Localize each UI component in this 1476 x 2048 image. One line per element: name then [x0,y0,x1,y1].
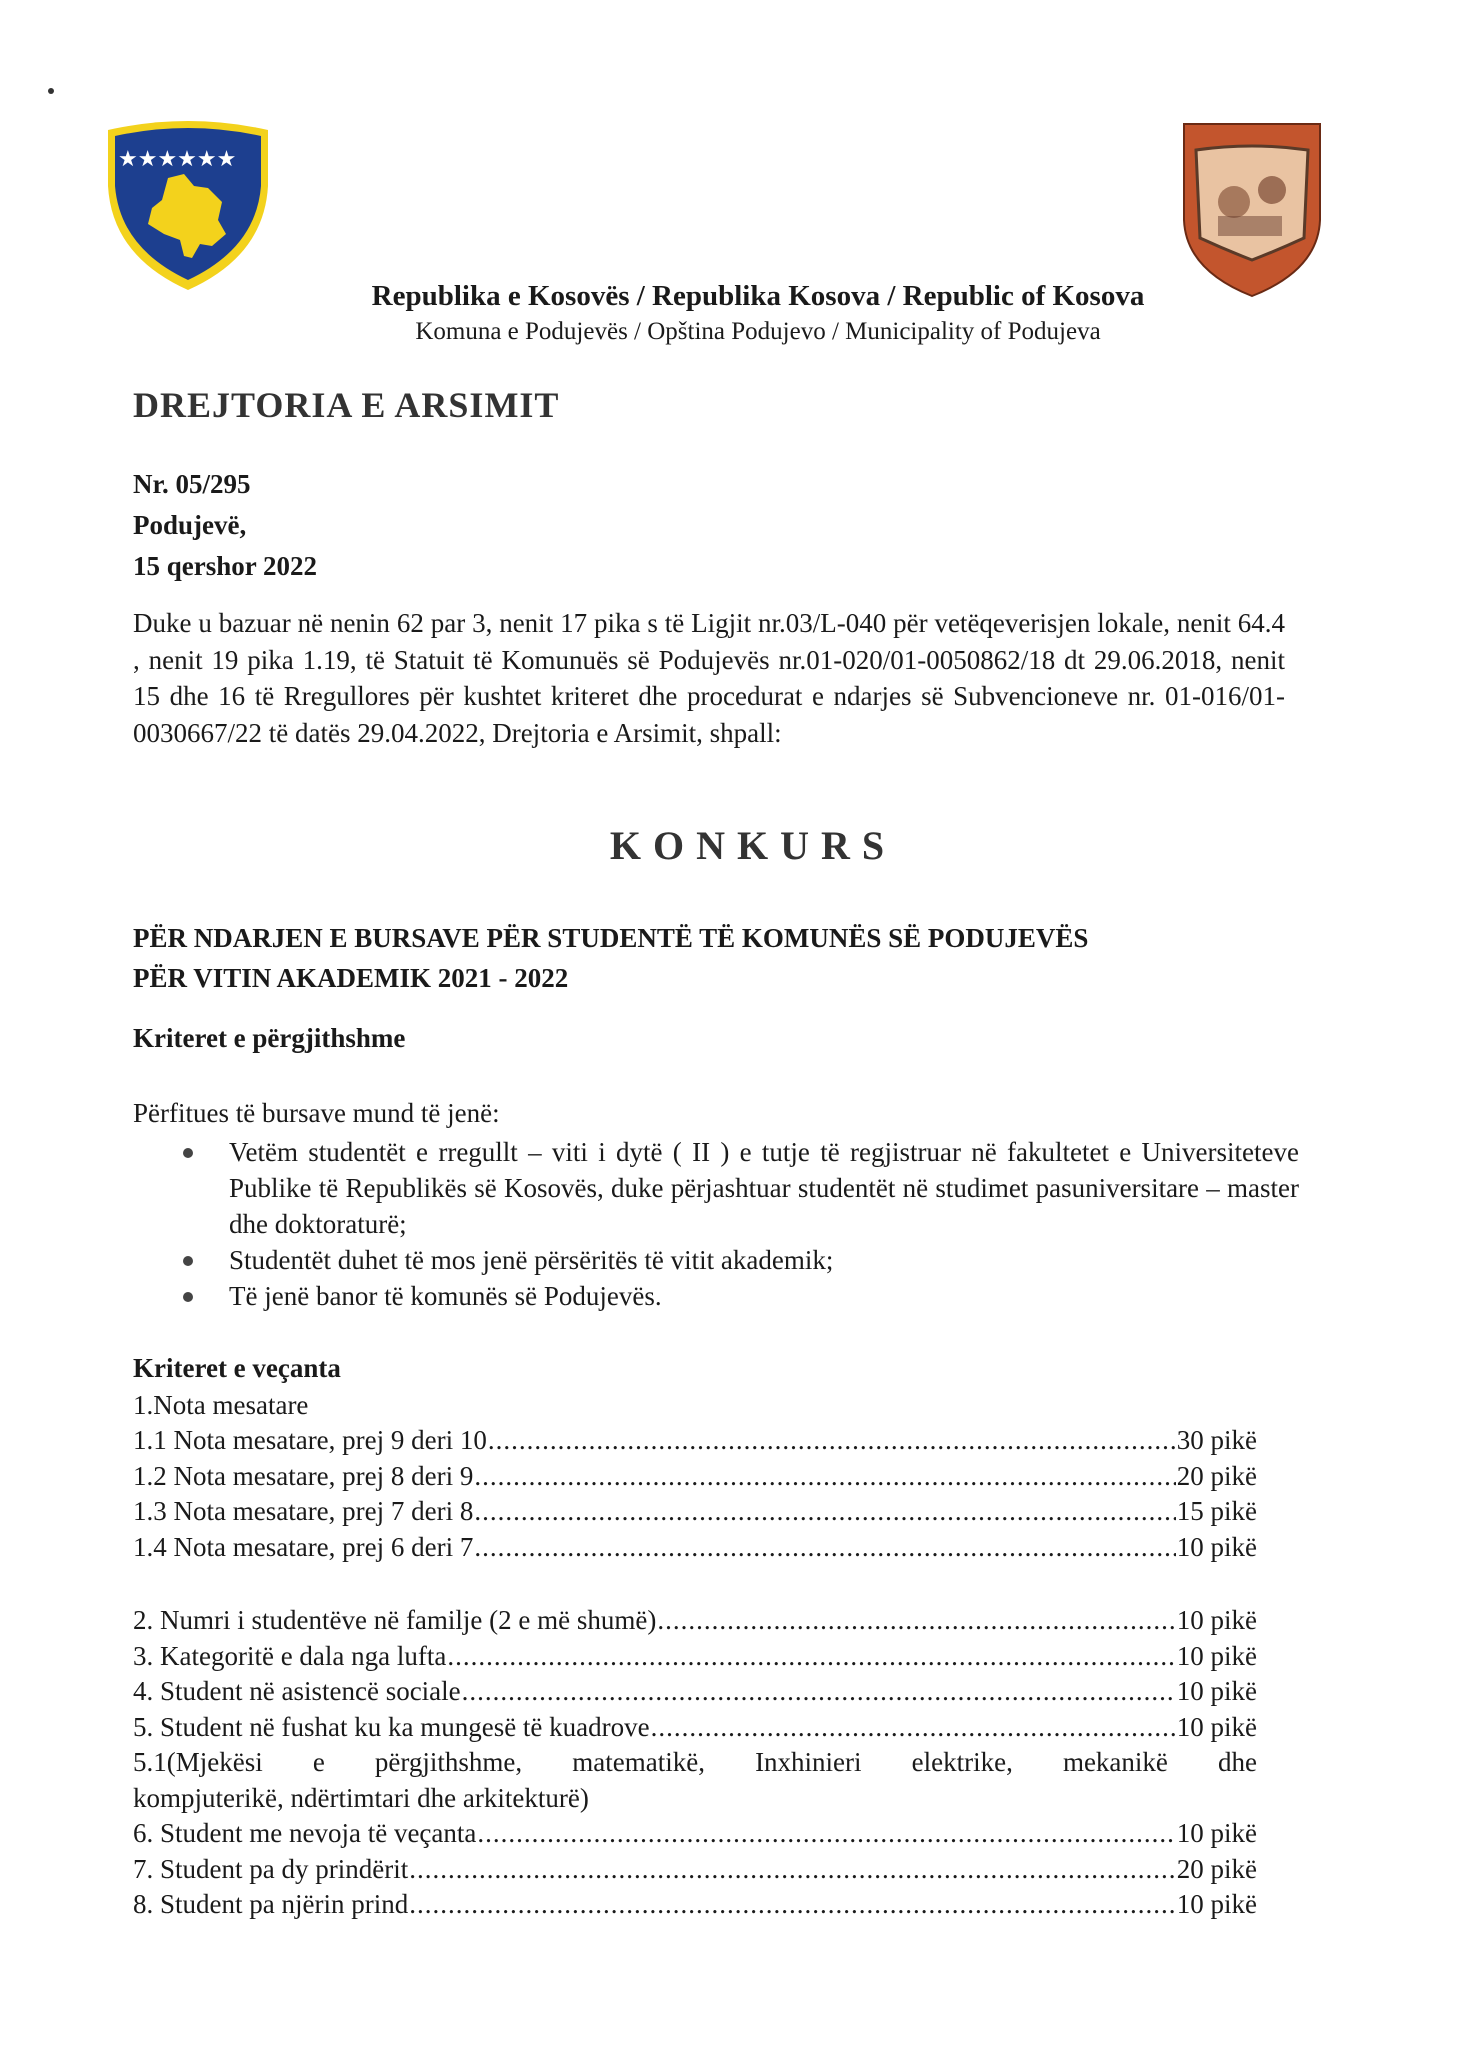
leader-dots [651,1712,1176,1743]
list-item: Të jenë banor të komunës së Podujevës. [133,1278,1299,1314]
scan-speck [48,88,54,94]
leader-dots [474,1461,1175,1492]
general-criteria-list [133,1134,1299,1314]
header-republic-line: Republika e Kosovës / Republika Kosova / Republic of Kosova [371,280,1145,312]
reference-number: Nr. 05/295 [133,469,251,499]
special-criteria-heading: Kriteret e veçanta [133,1353,341,1383]
criteria-row: 7. Student pa dy prindërit ..... 20 pikë [133,1854,1257,1890]
criteria-row: 1.4 Nota mesatare, prej 6 deri 7 ..... 10 pikë [133,1532,1257,1568]
subtitle-line-1: PËR NDARJEN E BURSAVE PËR STUDENTË TË KOMUNËS SË PODUJEVËS [133,923,1089,953]
leader-dots [409,1854,1176,1885]
podujeva-municipal-emblem-icon [1178,120,1326,298]
list-item: Vetëm studentët e rregullt – viti i dytë ( II ) e tutje të regjistruar në fakultetet e Universiteteve Publike të Republikës së Kosovës, duke përjashtuar studentët në studimet pasuniversitare – master dhe doktoraturë; [133,1134,1299,1242]
note-5-1-line-2: kompjuterikë, ndërtimtari dhe arkitekturë) [133,1782,589,1813]
note-5-1-line-1: 5.1(Mjekësi e përgjithshme, matematikë, Inxhinieri elektrike, mekanikë dhe [133,1747,1257,1777]
general-criteria-lead: Përfitues të bursave mund të jenë: [133,1098,500,1128]
leader-dots [474,1532,1175,1563]
header-municipality-line: Komuna e Podujevës / Opština Podujevo / Municipality of Podujeva [415,318,1101,345]
criteria-row: 3. Kategoritë e dala nga lufta ..... 10 pikë [133,1641,1257,1677]
bullet-icon [183,1256,193,1266]
criteria-row: 2. Numri i studentëve në familje (2 e më shumë) ..... 10 pikë [133,1605,1257,1641]
criteria-row: 4. Student në asistencë sociale ..... 10 pikë [133,1676,1257,1712]
criteria-row: 5. Student në fushat ku ka mungesë të kuadrove ..... 10 pikë [133,1712,1257,1748]
reference-place: Podujevë, [133,510,247,540]
leader-dots [477,1818,1175,1849]
other-criteria-list [133,1605,1257,1925]
department-title: DREJTORIA E ARSIMIT [133,385,560,425]
leader-dots [474,1496,1175,1527]
criteria-row: 1.1 Nota mesatare, prej 9 deri 10 ..... 30 pikë [133,1425,1257,1461]
reference-date: 15 qershor 2022 [133,551,318,581]
leader-dots [409,1889,1176,1920]
leader-dots [462,1676,1176,1707]
list-item: Studentët duhet të mos jenë përsëritës të vitit akademik; [133,1242,1299,1278]
subtitle-line-2: PËR VITIN AKADEMIK 2021 - 2022 [133,963,569,993]
grade-heading: 1.Nota mesatare [133,1390,309,1420]
grade-criteria-list [133,1425,1257,1567]
kosovo-coat-of-arms-icon [104,116,272,292]
bullet-icon [183,1148,193,1158]
svg-text:★★★★★★: ★★★★★★ [118,147,237,172]
document-subtitle [133,918,1313,998]
criteria-row: 6. Student me nevoja të veçanta ..... 10 pikë [133,1818,1257,1854]
leader-dots [657,1605,1175,1636]
leader-dots [447,1641,1175,1672]
leader-dots [488,1425,1176,1456]
criteria-row: 8. Student pa njërin prind ..... 10 pikë [133,1889,1257,1925]
criteria-row: 1.2 Nota mesatare, prej 8 deri 9 ..... 20 pikë [133,1461,1257,1497]
intro-paragraph: Duke u bazuar në nenin 62 par 3, nenit 17 pika s të Ligjit nr.03/L-040 për vetëqeverisjen lokale, nenit 64.4 , nenit 19 pika 1.19, të Statuit të Komunuës së Podujevës nr.01-020/01-0050862/18 dt 29.06.2018, nenit 15 dhe 16 të Rregullores për kushtet kriteret dhe procedurat e ndarjes së Subvencioneve nr. 01-016/01-0030667/22 të datës 29.04.2022, Drejtoria e Arsimit, shpall: [133,608,1285,748]
general-criteria-heading: Kriteret e përgjithshme [133,1023,406,1053]
document-title: KONKURS [609,823,897,868]
reference-block [133,464,317,587]
criteria-row: 1.3 Nota mesatare, prej 7 deri 8 ..... 15 pikë [133,1496,1257,1532]
bullet-icon [183,1292,193,1302]
